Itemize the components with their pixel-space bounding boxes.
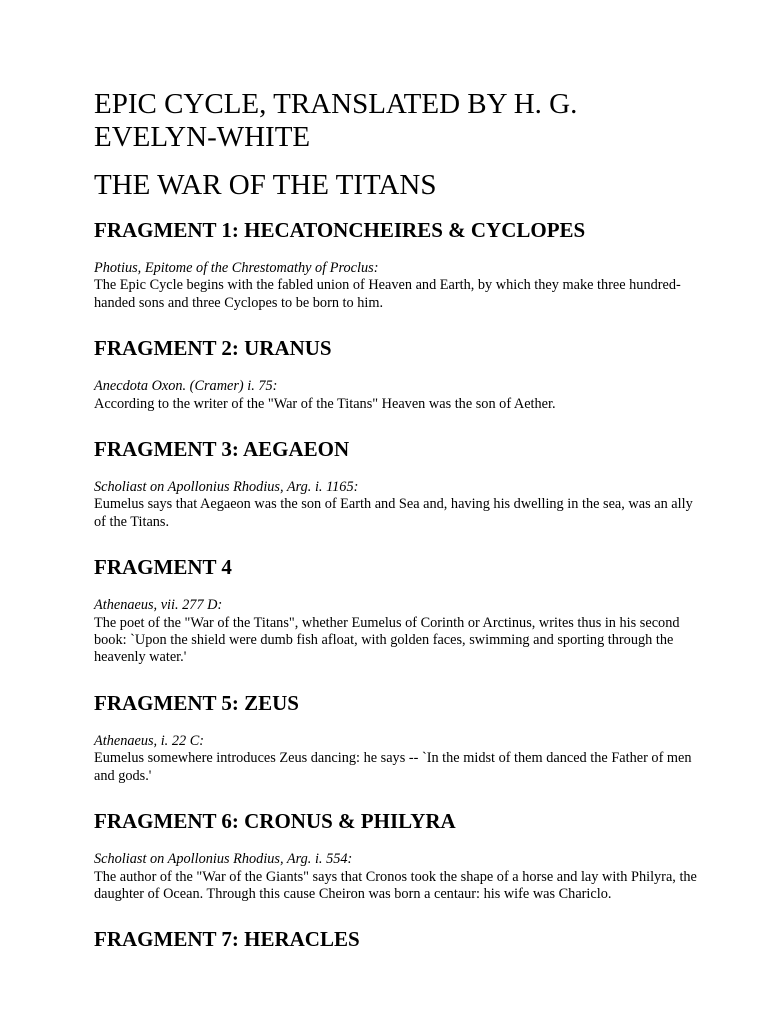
document-page	[94, 88, 704, 975]
fragment-title: FRAGMENT 3: AEGAEON	[94, 437, 350, 462]
fragment-3	[94, 437, 704, 531]
fragment-title: FRAGMENT 7: HERACLES	[94, 927, 360, 952]
fragment-source: Anecdota Oxon. (Cramer) i. 75:	[94, 378, 278, 395]
fragment-source: Athenaeus, vii. 277 D:	[94, 597, 223, 614]
fragment-text: According to the writer of the "War of the Titans" Heaven was the son of Aether.	[94, 395, 556, 412]
fragment-text: The author of the "War of the Giants" says that Cronos took the shape of a horse and lay with Philyra, the daughter of Ocean. Through this cause Cheiron was born a centaur: his wife was Chariclo.	[94, 868, 697, 902]
fragment-text: The Epic Cycle begins with the fabled union of Heaven and Earth, by which they make three hundred-handed sons and three Cyclopes to be born to him.	[94, 277, 681, 311]
fragment-title: FRAGMENT 1: HECATONCHEIRES & CYCLOPES	[94, 218, 586, 242]
fragment-source: Athenaeus, i. 22 C:	[94, 732, 204, 749]
fragment-5	[94, 691, 704, 785]
fragment-4	[94, 555, 704, 667]
fragment-title: FRAGMENT 2: URANUS	[94, 336, 332, 361]
fragment-text: Eumelus somewhere introduces Zeus dancing: he says -- `In the midst of them danced the Father of men and gods.'	[94, 750, 692, 784]
fragment-text: Eumelus says that Aegaeon was the son of Earth and Sea and, having his dwelling in the sea, was an ally of the Titans.	[94, 496, 693, 530]
fragment-text: The poet of the "War of the Titans", whether Eumelus of Corinth or Arctinus, writes thus in his second book: `Upon the shield were dumb fish afloat, with golden faces, swimming and sporting through the heavenly water.'	[94, 614, 680, 666]
fragment-title: FRAGMENT 5: ZEUS	[94, 690, 299, 715]
fragment-title: FRAGMENT 4	[94, 555, 232, 580]
fragment-source: Scholiast on Apollonius Rhodius, Arg. i. 554:	[94, 851, 353, 868]
fragment-2	[94, 336, 704, 413]
fragment-source: Scholiast on Apollonius Rhodius, Arg. i. 1165:	[94, 479, 359, 496]
document-title: EPIC CYCLE, TRANSLATED BY H. G. EVELYN-WHITE	[94, 88, 578, 153]
fragment-7	[94, 927, 704, 951]
fragment-1	[94, 218, 704, 312]
section-title: THE WAR OF THE TITANS	[94, 169, 437, 201]
fragment-title: FRAGMENT 6: CRONUS & PHILYRA	[94, 809, 456, 834]
fragment-source: Photius, Epitome of the Chrestomathy of Proclus:	[94, 260, 379, 276]
fragment-6	[94, 809, 704, 903]
